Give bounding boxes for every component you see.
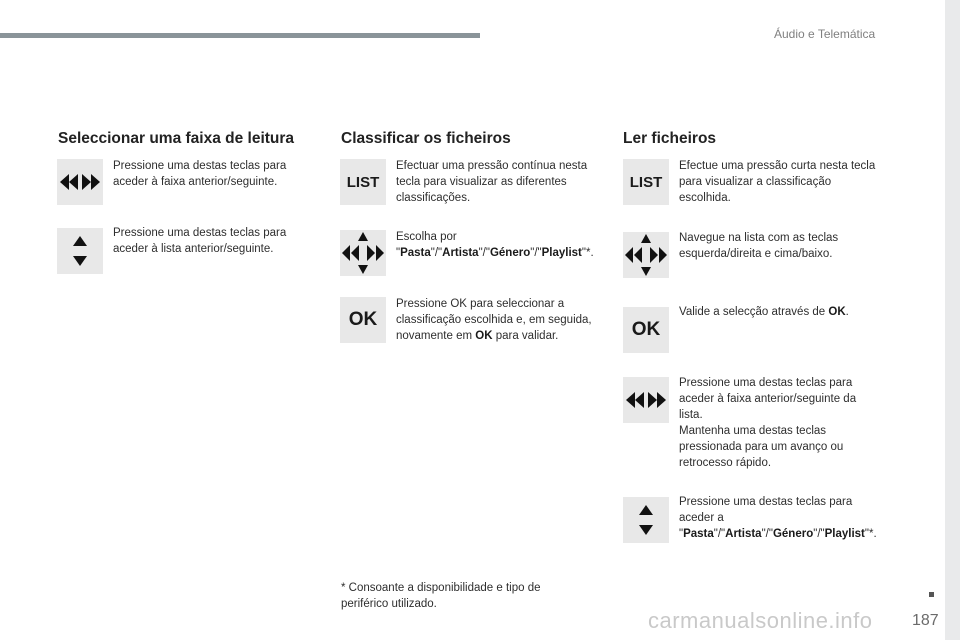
desc-classify-1: Efectuar uma pressão contínua nesta tecla para visualizar as diferentes classificações. [396,160,588,204]
page-number: 187 [912,612,939,629]
section-title: Áudio e Telemática [774,27,876,41]
four-way-icon [623,232,669,278]
prev-next-key [57,159,103,205]
page-edge-strip [945,0,960,640]
prev-next-key-2 [623,377,669,423]
column-title-play-files: Ler ficheiros [623,130,717,147]
up-down-icon [70,232,90,270]
up-down-icon [636,501,656,539]
desc-play-4 [679,375,879,471]
up-down-key-2 [623,497,669,543]
list-key [340,159,386,205]
desc-select-track-2: Pressione uma destas teclas para aceder à lista anterior/seguinte. [113,227,287,255]
ok-key [340,297,386,343]
footnote: * Consoante a disponibilidade e tipo de periférico utilizado. [341,582,541,610]
ok-key-2 [623,307,669,353]
desc-classify-3: Pressione OK para seleccionar a classificação escolhida e, em seguida, novamente em OK para validar. [396,298,592,342]
desc-play-2: Navegue na lista com as teclas esquerda/direita e cima/baixo. [679,232,839,260]
four-way-key-2 [623,232,669,278]
watermark: carmanualsonline.info [648,608,873,633]
list-key-label: LIST [346,173,380,191]
column-title-classify: Classificar os ficheiros [341,130,511,147]
ok-key-label-2: OK [631,319,661,340]
desc-play-5: Pressione uma destas teclas para aceder a "Pasta"/"Artista"/"Género"/"Playlist"*. [679,496,877,540]
list-key-label-2: LIST [629,173,663,191]
desc-play-4-line1: Pressione uma destas teclas para aceder à faixa anterior/seguinte da lista. [679,377,857,421]
desc-select-track-1: Pressione uma destas teclas para aceder à faixa anterior/seguinte. [113,160,287,188]
header-bar [0,33,480,38]
ok-key-label: OK [348,309,378,330]
prev-next-icon [624,390,668,410]
page-marker-dot [929,592,934,597]
four-way-key [340,230,386,276]
desc-play-4-line2: Mantenha uma destas teclas pressionada para um avanço ou retrocesso rápido. [679,425,844,469]
desc-play-3: Valide a selecção através de OK. [679,306,849,318]
column-title-select-track: Seleccionar uma faixa de leitura [58,130,295,147]
list-key-2 [623,159,669,205]
up-down-key [57,228,103,274]
desc-classify-2: Escolha por "Pasta"/"Artista"/"Género"/"Playlist"*. [396,231,594,259]
desc-play-1: Efectue uma pressão curta nesta tecla para visualizar a classificação escolhida. [679,160,876,204]
prev-next-icon [58,172,102,192]
four-way-icon [340,230,386,276]
